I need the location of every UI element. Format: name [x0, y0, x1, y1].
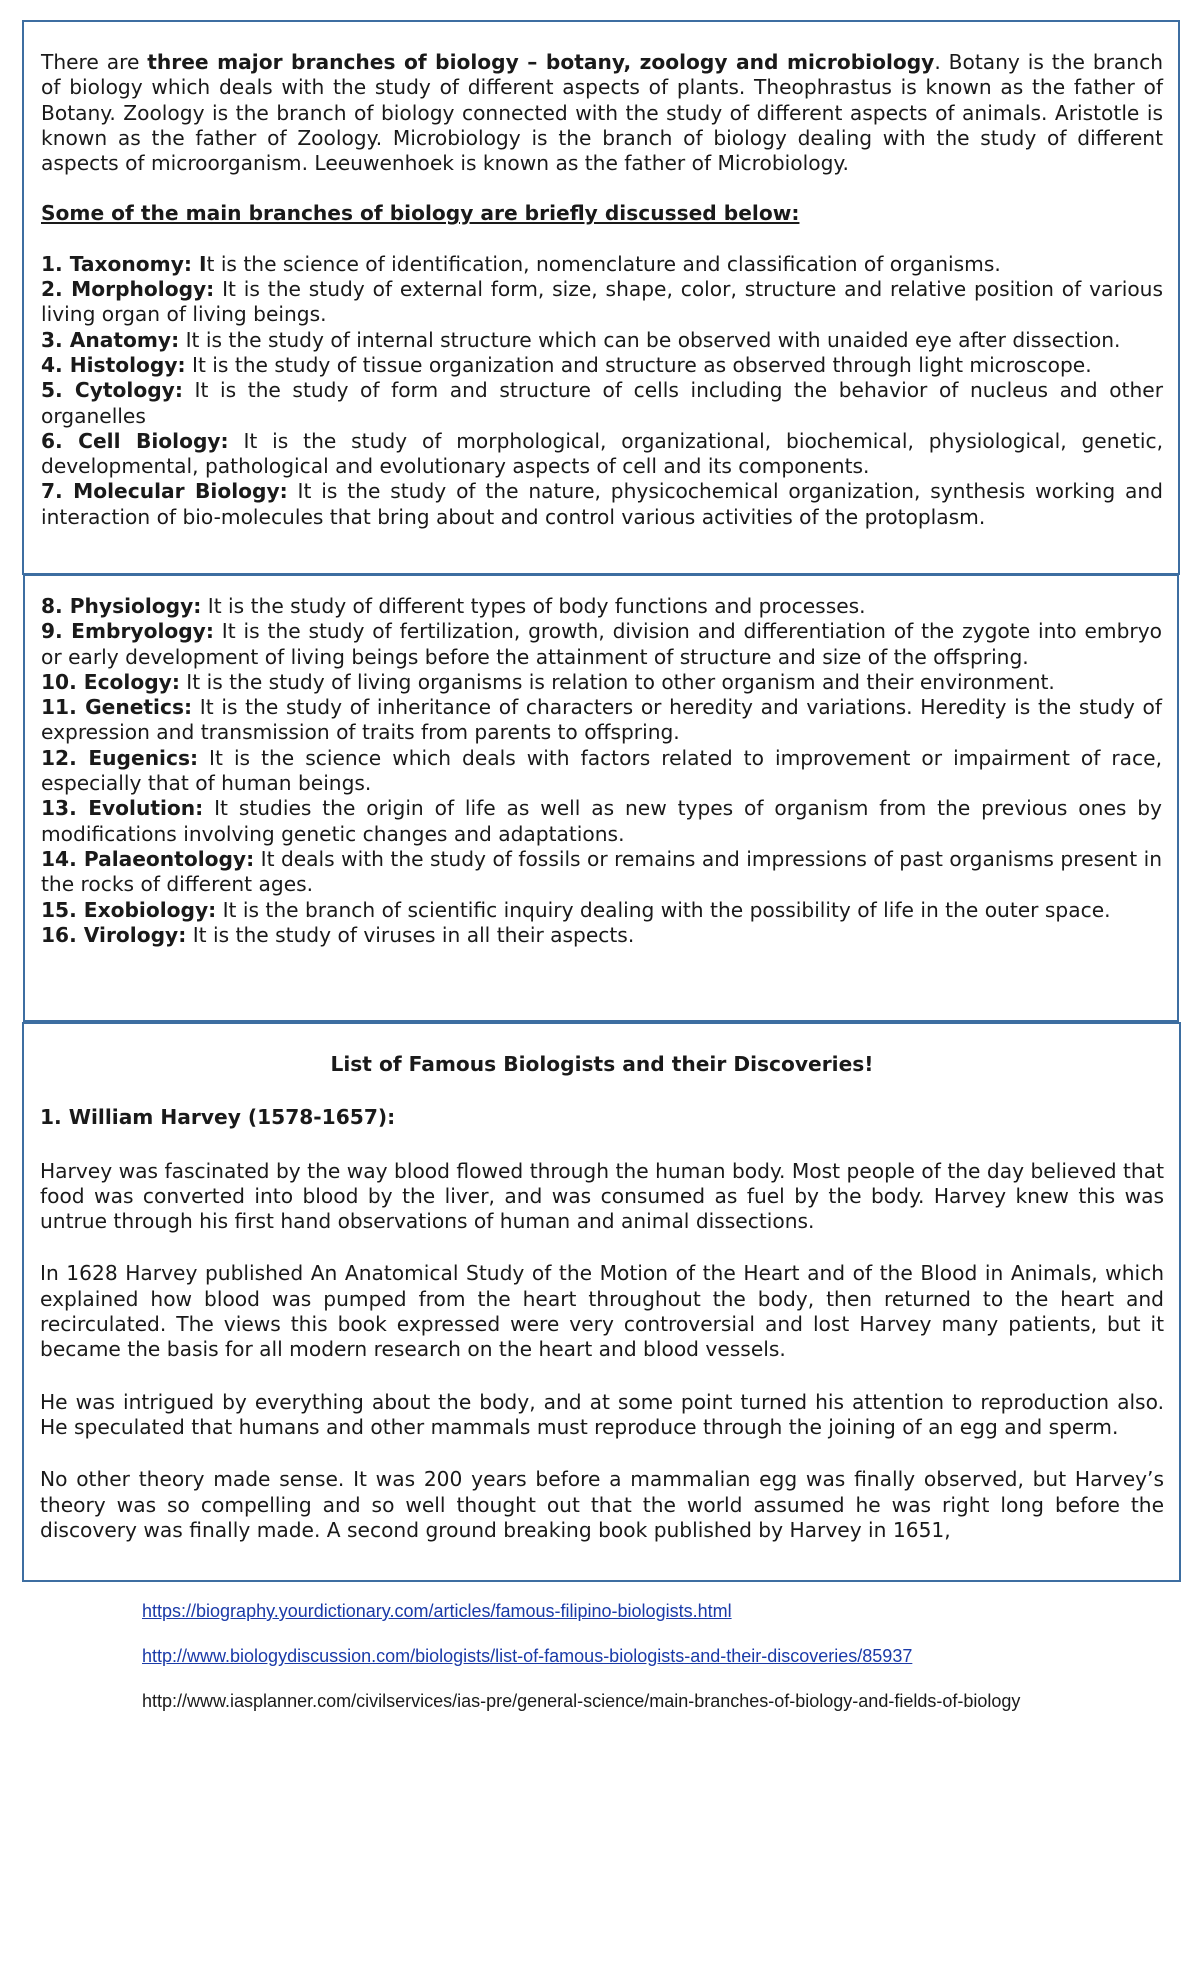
branch-item: 6. Cell Biology: It is the study of morphological, organizational, biochemical, physiological, genetic, developmental, pathological and evolutionary aspects of cell and its components.: [41, 428, 1163, 479]
branch-item: 16. Virology: It is the study of viruses in all their aspects.: [41, 922, 635, 947]
intro-bold: three major branches of biology – botany, zoology and microbiology: [147, 50, 935, 74]
biologist-paragraph: Harvey was fascinated by the way blood flowed through the human body. Most people of the day believed that food was converted into blood by the liver, and was consumed as fuel by the body. Harvey knew this was untrue through his first hand observations of human and animal dissections.: [40, 1158, 1164, 1234]
biologist-paragraph: In 1628 Harvey published An Anatomical Study of the Motion of the Heart and of the Blood in Animals, which explained how blood was pumped from the heart throughout the body, then returned to the heart and recirculated. The views this book expressed were very controversial and lost Harvey many patients, but it became the basis for all modern research on the heart and blood vessels.: [40, 1261, 1164, 1362]
branch-item: 5. Cytology: It is the study of form and structure of cells including the behavior of nucleus and other organelles: [41, 378, 1163, 428]
biologist-paragraph: He was intrigued by everything about the body, and at some point turned his attention to reproduction also. He speculated that humans and other mammals must reproduce through the joining of an egg and sperm.: [40, 1389, 1164, 1439]
biologist-paragraph: No other theory made sense. It was 200 years before a mammalian egg was finally observed, but Harvey’s theory was so compelling and so well thought out that the world assumed he was right long before the discovery was finally made. A second ground breaking book published by Harvey in 1651,: [40, 1467, 1164, 1542]
branch-item: 4. Histology: It is the study of tissue organization and structure as observed through light microscope.: [41, 352, 1092, 377]
branch-item: 10. Ecology: It is the study of living organisms is relation to other organism and their environment.: [41, 669, 1055, 694]
branch-item: 13. Evolution: It studies the origin of life as well as new types of organism from the previous ones by modifications involving genetic changes and adaptations.: [41, 796, 1162, 846]
branch-item: 15. Exobiology: It is the branch of scientific inquiry dealing with the possibility of life in the outer space.: [41, 897, 1111, 922]
branch-item: 12. Eugenics: It is the science which deals with factors related to improvement or impairment of race, especially that of human beings.: [41, 745, 1162, 796]
biologists-title: List of Famous Biologists and their Discoveries!: [330, 1052, 874, 1076]
branches-box-2: [23, 574, 1179, 1022]
branch-item: 2. Morphology: It is the study of external form, size, shape, color, structure and relative position of various living organ of living beings.: [41, 277, 1163, 327]
biologist-subtitle: 1. William Harvey (1578-1657):: [40, 1105, 396, 1130]
branch-item: 14. Palaeontology: It deals with the study of fossils or remains and impressions of past organisms present in the rocks of different ages.: [41, 846, 1162, 897]
branches-heading: Some of the main branches of biology are briefly discussed below:: [41, 201, 800, 226]
reference-text: http://www.iasplanner.com/civilservices/ias-pre/general-science/main-branches-of-biology-and-fields-of-biology: [142, 1691, 1021, 1711]
biologists-box: [22, 1022, 1181, 1582]
branch-item: 8. Physiology: It is the study of different types of body functions and processes.: [41, 594, 866, 618]
intro-box: [22, 20, 1180, 575]
branch-item: 9. Embryology: It is the study of fertilization, growth, division and differentiation of the zygote into embryo or early development of living beings before the attainment of structure and size of the offspring.: [41, 619, 1162, 669]
branch-item: 1. Taxonomy: It is the science of identification, nomenclature and classification of organisms.: [41, 251, 1001, 276]
reference-link[interactable]: https://biography.yourdictionary.com/articles/famous-filipino-biologists.html: [142, 1601, 732, 1621]
branch-item: 7. Molecular Biology: It is the study of the nature, physicochemical organization, synthesis working and interaction of bio-molecules that bring about and control various activities of the protoplasm.: [41, 479, 1163, 529]
branch-item: 11. Genetics: It is the study of inheritance of characters or heredity and variations. Heredity is the study of expression and transmission of traits from parents to offspring.: [41, 695, 1162, 745]
reference-link[interactable]: http://www.biologydiscussion.com/biologists/list-of-famous-biologists-and-their-discoveries/85937: [142, 1646, 913, 1666]
branch-item: 3. Anatomy: It is the study of internal structure which can be observed with unaided eye after dissection.: [41, 327, 1121, 352]
references: [142, 1600, 1062, 1735]
intro-paragraph: There are three major branches of biology – botany, zoology and microbiology. Botany is the branch of biology which deals with the study of different aspects of plants. Theophrastus is known as the father of Botany. Zoology is the branch of biology connected with the study of different aspects of animals. Aristotle is known as the father of Zoology. Microbiology is the branch of biology dealing with the study of different aspects of microorganism. Leeuwenhoek is known as the father of Microbiology.: [41, 50, 1163, 176]
